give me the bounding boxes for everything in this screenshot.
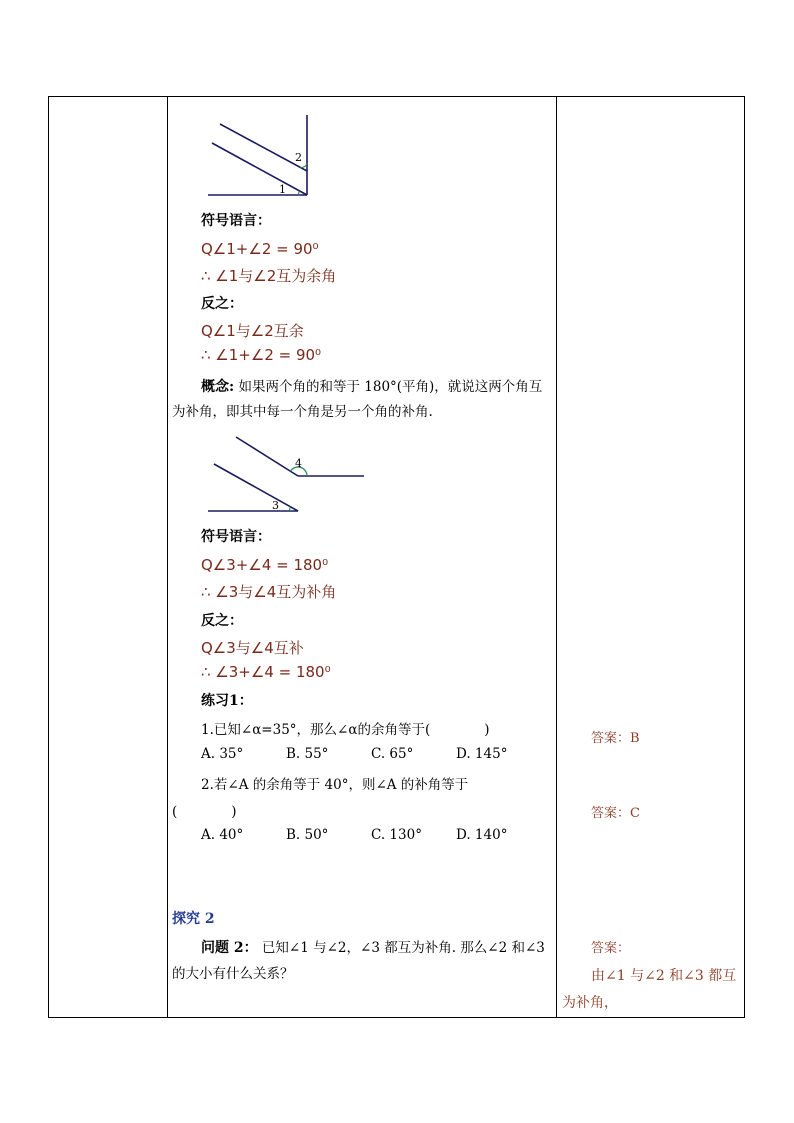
formula-line: Q∠3与∠4互补 (201, 639, 304, 657)
lesson-table (48, 96, 745, 1018)
option-a: A. 35° (201, 746, 244, 762)
symbol-language-label-1: 符号语言： (201, 213, 271, 229)
question-2: 2.若∠A 的余角等于 40°，则∠A 的补角等于 (201, 777, 469, 793)
answer-3-text: 由∠1 与∠2 和∠3 都互 (591, 968, 737, 984)
problem-text: 已知∠1 与∠2，∠3 都互为补角. 那么∠2 和∠3 (261, 940, 545, 956)
problem-paragraph (201, 936, 545, 957)
answer-2: 答案：C (591, 806, 640, 821)
formula-line: ∴ ∠1+∠2 = 90⁰ (201, 346, 322, 364)
formula-line: Q∠1+∠2 = 90⁰ (201, 240, 319, 258)
concept-label: 概念: (201, 379, 235, 395)
problem-label: 问题 2： (201, 940, 258, 956)
option-c: C. 130° (371, 827, 422, 843)
column-divider-left (167, 97, 168, 1017)
supplementary-angles-figure (200, 430, 370, 515)
option-c: C. 65° (371, 746, 414, 762)
angle-label-4: 4 (295, 457, 302, 470)
complementary-angles-figure (200, 110, 320, 200)
problem-text: 的大小有什么关系？ (172, 966, 294, 982)
option-d: D. 145° (456, 746, 508, 762)
converse-label-1: 反之： (201, 296, 243, 312)
symbol-language-label-2: 符号语言： (201, 529, 271, 545)
concept-paragraph (201, 375, 542, 396)
question-1: 1.已知∠α=35°，那么∠α的余角等于( ) (201, 722, 490, 738)
column-divider-right (556, 97, 557, 1017)
converse-label-2: 反之： (201, 613, 243, 629)
answer-1: 答案：B (591, 731, 640, 746)
answer-3-label: 答案： (591, 941, 631, 956)
concept-text: 如果两个角的和等于 180°(平角)，就说这两个角互 (238, 379, 543, 395)
answer-3-text: 为补角， (562, 995, 618, 1011)
angle-label-3: 3 (272, 499, 279, 512)
angle-label-1: 1 (279, 183, 286, 196)
angle-label-2: 2 (295, 151, 302, 164)
concept-text: 为补角，即其中每一个角是另一个角的补角. (172, 404, 433, 420)
formula-line: Q∠1与∠2互余 (201, 322, 304, 340)
formula-line: ∴ ∠1与∠2互为余角 (201, 267, 337, 285)
option-d: D. 140° (456, 827, 508, 843)
formula-line: ∴ ∠3与∠4互为补角 (201, 583, 337, 601)
question-2-blank: ( ) (172, 804, 237, 820)
formula-line: Q∠3+∠4 = 180⁰ (201, 556, 329, 574)
explore-title: 探究 2 (172, 911, 215, 927)
option-a: A. 40° (201, 827, 244, 843)
formula-line: ∴ ∠3+∠4 = 180⁰ (201, 663, 331, 681)
option-b: B. 55° (286, 746, 329, 762)
exercise-title: 练习1： (201, 693, 253, 709)
option-b: B. 50° (286, 827, 329, 843)
